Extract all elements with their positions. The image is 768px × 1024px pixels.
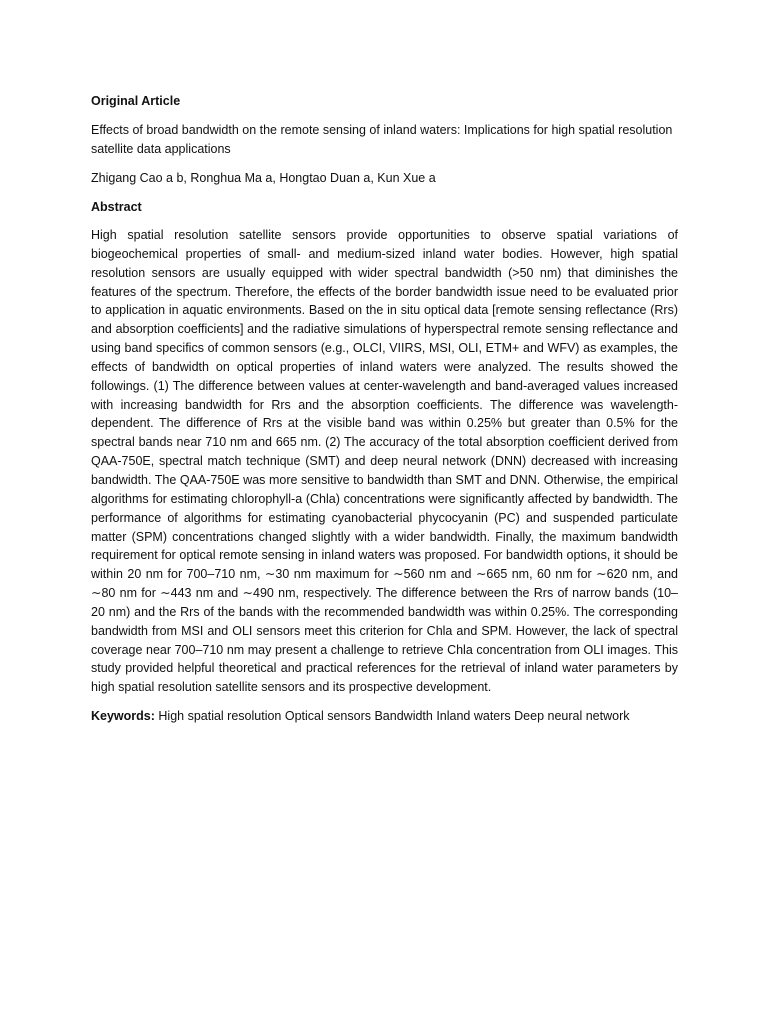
article-page — [91, 92, 678, 726]
article-authors: Zhigang Cao a b, Ronghua Ma a, Hongtao Duan a, Kun Xue a — [91, 171, 436, 185]
article-type-label: Original Article — [91, 94, 181, 108]
keywords-line — [91, 707, 678, 726]
keywords-text: High spatial resolution Optical sensors Bandwidth Inland waters Deep neural network — [158, 709, 630, 724]
abstract-body: High spatial resolution satellite sensors provide opportunities to observe spatial variations of biogeochemical properties of small- and medium-sized inland water bodies. However, high spatial resolution sensors are usually equipped with wider spectral bandwidth (>50 nm) that diminishes the features of the spectrum. Therefore, the effects of the border bandwidth issue need to be evaluated prior to application in aquatic environments. Based on the in situ optical data [remote sensing reflectance (Rrs) and absorption coefficients] and the radiative simulations of hyperspectral remote sensing reflectance and using band specifics of common sensors (e.g., OLCI, VIIRS, MSI, OLI, ETM+ and WFV) as examples, the effects of bandwidth on optical properties of inland waters were analyzed. The results showed the followings. (1) The difference between values at center-wavelength and band-averaged values increased with increasing bandwidth for Rrs and the absorption coefficients. The difference was wavelength-dependent. The difference of Rrs at the visible band was within 0.25% but greater than 0.5% for the spectral bands near 710 nm and 665 nm. (2) The accuracy of the total absorption coefficient derived from QAA-750E, spectral match technique (SMT) and deep neural network (DNN) decreased with increasing bandwidth. The QAA-750E was more sensitive to bandwidth than SMT and DNN. Otherwise, the empirical algorithms for estimating chlorophyll-a (Chla) concentrations were significantly affected by bandwidth. The performance of algorithms for estimating cyanobacterial phycocyanin (PC) and suspended particulate matter (SPM) concentrations changed slightly with a wider bandwidth. Finally, the maximum bandwidth requirement for optical remote sensing in inland waters was proposed. For bandwidth options, it should be within 20 nm for 700–710 nm, ∼30 nm maximum for ∼560 nm and ∼665 nm, 60 nm for ∼620 nm, and ∼80 nm for ∼443 nm and ∼490 nm, respectively. The difference between the Rrs of narrow bands (10–20 nm) and the Rrs of the bands with the recommended bandwidth was within 0.25%. The corresponding bandwidth from MSI and OLI sensors meet this criterion for Chla and SPM. However, the lack of spectral coverage near 700–710 nm may present a challenge to retrieve Chla concentration from OLI images. This study provided helpful theoretical and practical references for the retrieval of inland water parameters by high spatial resolution satellite sensors and its prospective development. — [91, 228, 678, 695]
keywords-label: Keywords: — [91, 709, 155, 724]
article-title: Effects of broad bandwidth on the remote sensing of inland waters: Implications for high spatial resolution satellite data applications — [91, 123, 673, 156]
abstract-heading: Abstract — [91, 200, 142, 214]
